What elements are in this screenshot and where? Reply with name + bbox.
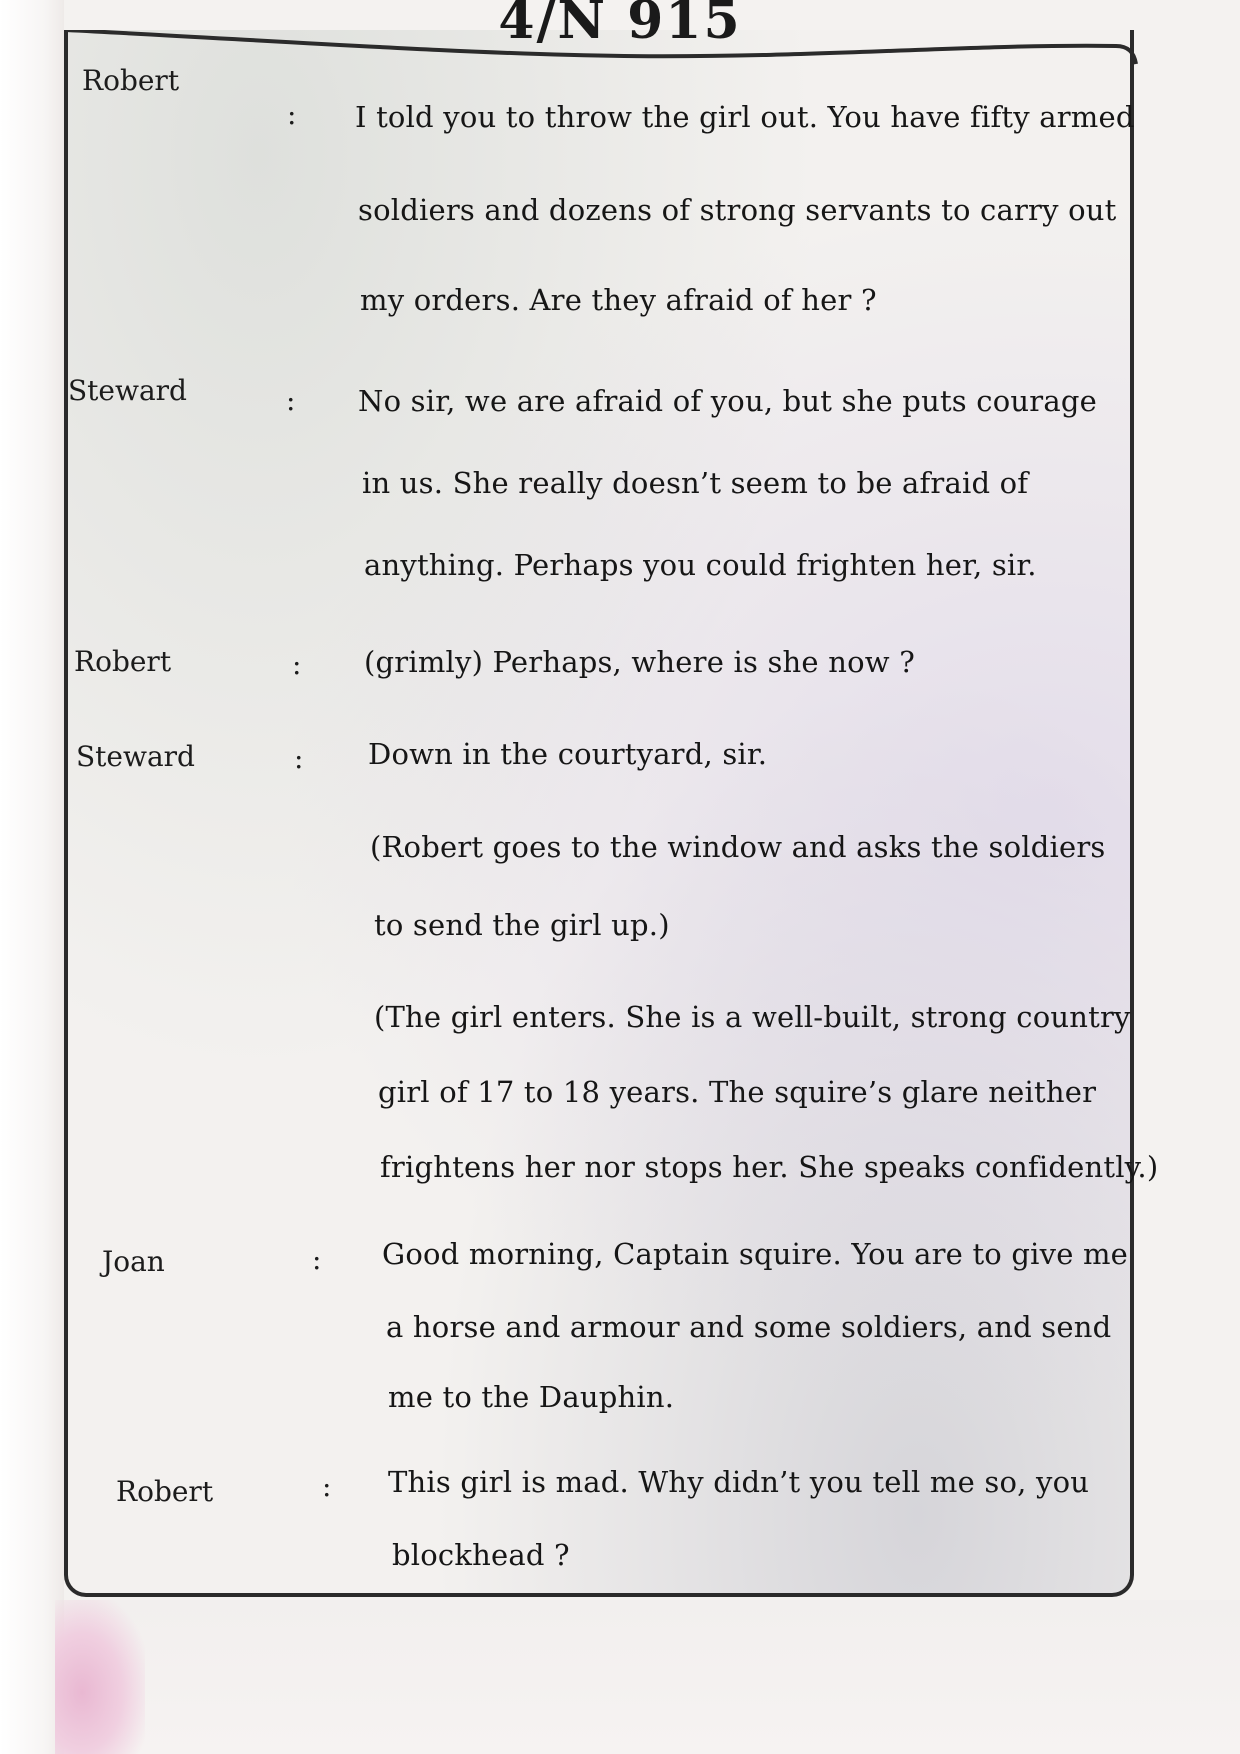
dialogue-line: me to the Dauphin. — [388, 1380, 675, 1414]
pink-smudge — [55, 1600, 145, 1754]
dialogue-line: soldiers and dozens of strong servants to carry out — [358, 193, 1117, 227]
speaker-name: Robert — [74, 645, 172, 678]
speaker-colon: : — [287, 98, 297, 131]
dialogue-line: No sir, we are afraid of you, but she puts courage — [358, 384, 1097, 418]
dialogue-line: This girl is mad. Why didn’t you tell me so, you — [388, 1465, 1090, 1499]
dialogue-line: Down in the courtyard, sir. — [368, 737, 768, 771]
speaker-name: Steward — [76, 740, 195, 773]
speaker-colon: : — [312, 1243, 322, 1276]
dialogue-line: a horse and armour and some soldiers, and send — [386, 1310, 1112, 1344]
dialogue-line: my orders. Are they afraid of her ? — [360, 283, 877, 317]
paper-bottom-margin — [64, 1600, 1240, 1754]
speaker-colon: : — [294, 742, 304, 775]
speaker-name: Steward — [68, 374, 187, 407]
speaker-name: Joan — [102, 1245, 165, 1278]
stage-direction: (Robert goes to the window and asks the soldiers — [370, 830, 1106, 864]
page-number: 4/N 915 — [498, 0, 742, 51]
stage-direction: frightens her nor stops her. She speaks confidently.) — [380, 1150, 1159, 1184]
speaker-colon: : — [292, 648, 302, 681]
dialogue-line: anything. Perhaps you could frighten her, sir. — [364, 548, 1037, 582]
dialogue-line: Good morning, Captain squire. You are to give me — [382, 1237, 1129, 1271]
stage-direction: (The girl enters. She is a well-built, strong country — [374, 1000, 1131, 1034]
speaker-name: Robert — [82, 64, 180, 97]
dialogue-line: in us. She really doesn’t seem to be afraid of — [362, 466, 1029, 500]
speaker-colon: : — [322, 1470, 332, 1503]
speaker-name: Robert — [116, 1475, 214, 1508]
stage-direction: girl of 17 to 18 years. The squire’s glare neither — [378, 1075, 1097, 1109]
dialogue-line: (grimly) Perhaps, where is she now ? — [364, 645, 915, 679]
speaker-colon: : — [286, 384, 296, 417]
stage-direction: to send the girl up.) — [374, 908, 670, 942]
dialogue-line: blockhead ? — [392, 1538, 570, 1572]
dialogue-line: I told you to throw the girl out. You have fifty armed — [355, 100, 1135, 134]
